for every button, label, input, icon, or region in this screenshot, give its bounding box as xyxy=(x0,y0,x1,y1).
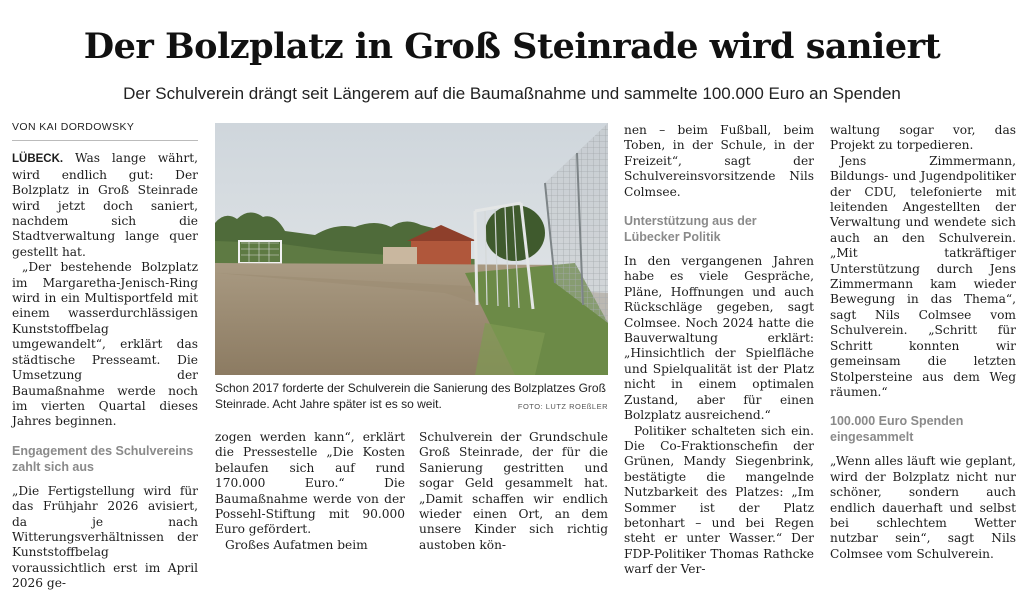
paragraph: Politiker schalteten sich ein. Die Co-Fraktionschefin der Grünen, Mandy Siegenbrink, bestätigte die mangelnde Nutzbarkeit des Platzes: „Im Sommer ist der Platz betonhart – und bei Regen steht er unter Wasser.“ Der FDP-Politiker Thomas Rathcke warf der Ver- xyxy=(624,423,814,577)
lead-paragraph xyxy=(12,151,198,260)
article-photo xyxy=(215,123,608,375)
headline: Der Bolzplatz in Groß Steinrade wird saniert xyxy=(83,26,941,67)
paragraph: „Wenn alles läuft wie geplant, wird der Bolzplatz nicht nur schöner, sondern auch endlich dauerhaft und selbst bei schlechtem Wetter nutzbar sein“, sagt Nils Colmsee vom Schulverein. xyxy=(830,454,1016,561)
paragraph: zogen werden kann“, erklärt die Pressestelle „Die Kosten belaufen sich auf rund 170.000 Euro.“ Die Baumaßnahme werde von der Possehl-Stiftung mit 90.000 Euro gefördert. xyxy=(215,430,405,537)
subheading: Engagement des Schulvereins zahlt sich aus xyxy=(12,443,194,474)
column-5 xyxy=(830,123,1016,562)
subheadline: Der Schulverein drängt seit Längerem auf die Baumaßnahme und sammelte 100.000 Euro an Spenden xyxy=(123,84,901,103)
photo-credit: FOTO: LUTZ ROEßLER xyxy=(517,402,608,411)
paragraph: Jens Zimmermann, Bildungs- und Jugendpolitiker der CDU, telefonierte mit leitenden Angestellten der Verwaltung und wendete sich auch an den Schulverein. „Mit tatkräftiger Unterstützung durch Jens Zimmermann kam wieder Bewegung in das Thema“, sagt Nils Colmsee vom Schulverein. „Schritt für Schritt konnten wir gemeinsam die letzten Stolpersteine aus dem Weg räumen.“ xyxy=(830,153,1016,399)
column-3 xyxy=(419,430,608,553)
column-1 xyxy=(12,120,198,592)
paragraph: „Der bestehende Bolzplatz im Margaretha-Jenisch-Ring wird in ein Multisportfeld mit einem wasserdurchlässigen Kunststoffbelag umgewandelt“, erklärt das städtische Presseamt. Die Umsetzung der Baumaßnahme werde noch im vierten Quartal dieses Jahres beginnen. xyxy=(12,260,198,429)
subheading: 100.000 Euro Spenden eingesammelt xyxy=(830,414,964,445)
paragraph: Großes Aufatmen beim xyxy=(225,537,368,552)
photo-caption xyxy=(215,380,608,415)
paragraph: „Die Fertigstellung wird für das Frühjahr 2026 avisiert, da je nach Witterungsverhältnissen der Kunststoffbelag voraussichtlich erst im April 2026 ge- xyxy=(12,483,198,591)
paragraph: Schulverein der Grundschule Groß Steinrade, der für die Sanierung gestritten und sogar Geld gesammelt hat. „Damit schaffen wir endlich wieder einen Ort, an dem unsere Kinder sich richtig austoben kön- xyxy=(419,430,608,552)
bolzplatz-photo-image xyxy=(215,123,608,375)
subheading: Unterstützung aus der Lübecker Politik xyxy=(624,214,757,245)
column-2 xyxy=(215,430,405,553)
paragraph: nen – beim Fußball, beim Toben, in der Schule, in der Freizeit“, sagt der Schulvereinsvorsitzende Nils Colmsee. xyxy=(624,123,814,199)
byline: VON KAI DORDOWSKY xyxy=(12,120,198,141)
paragraph: waltung sogar vor, das Projekt zu torpedieren. xyxy=(830,123,1016,153)
column-4 xyxy=(624,123,814,578)
lead-text: Was lange währt, wird endlich gut: Der Bolzplatz in Groß Steinrade wird jetzt doch saniert, nachdem sich die Stadtverwaltung lange quer gestellt hat. xyxy=(12,151,198,259)
caption-text: Schon 2017 forderte der Schulverein die Sanierung des Bolzplatzes Groß Steinrade. Acht Jahre später ist es so weit. xyxy=(215,381,606,411)
dateline: LÜBECK. xyxy=(12,153,64,166)
paragraph: In den vergangenen Jahren habe es viele Gespräche, Pläne, Hoffnungen und auch Rückschläge gegeben, sagt Colmsee. Noch 2024 hatte die Bauverwaltung erklärt: „Hinsichtlich der Spielfläche und Spielqualität ist der Platz nicht in einem optimalen Zustand, aber für einen Bolzplatz ausreichend.“ xyxy=(624,254,814,423)
